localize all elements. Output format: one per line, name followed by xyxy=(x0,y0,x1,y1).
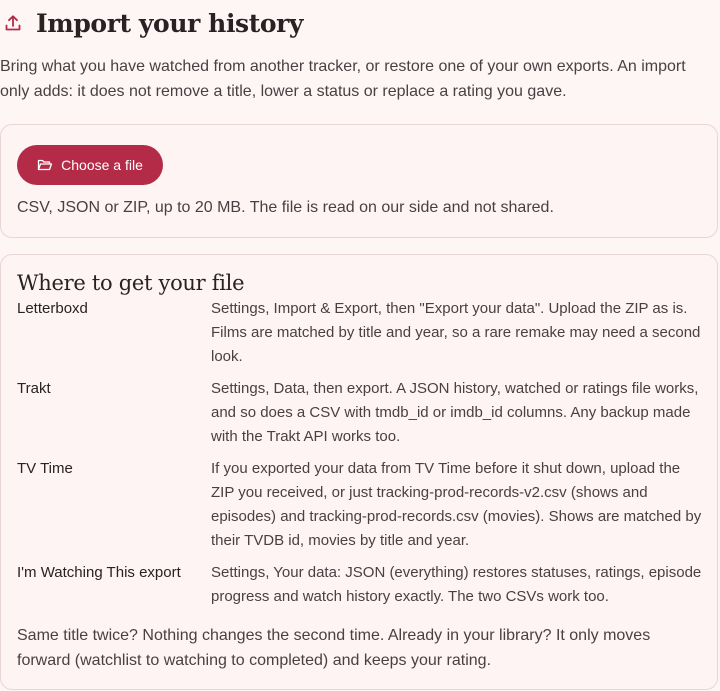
source-name: Trakt xyxy=(17,380,51,397)
sources-card xyxy=(0,254,718,690)
folder-open-icon xyxy=(37,157,53,173)
import-footnote: Same title twice? Nothing changes the second time. Already in your library? It only moves forward (watchlist to watching to completed) and keeps your rating. xyxy=(17,627,651,669)
page-title: Import your history xyxy=(36,8,304,38)
choose-file-button[interactable] xyxy=(17,145,163,185)
source-description: Settings, Import & Export, then "Export your data". Upload the ZIP as is. Films are matched by title and year, so a rare remake may need a second look. xyxy=(211,300,701,365)
source-name: Letterboxd xyxy=(17,300,88,317)
upload-card xyxy=(0,124,718,238)
source-description: Settings, Your data: JSON (everything) restores statuses, ratings, episode progress and watch history exactly. The two CSVs work too. xyxy=(211,564,702,605)
intro-text: Bring what you have watched from another tracker, or restore one of your own exports. An import only adds: it does not remove a title, lower a status or replace a rating you gave. xyxy=(0,58,686,100)
source-description: If you exported your data from TV Time before it shut down, upload the ZIP you received, or just tracking-prod-records-v2.csv (shows and episodes) and tracking-prod-records.csv (movies). Shows are matched by their TVDB id, movies by title and year. xyxy=(211,460,702,549)
source-description: Settings, Data, then export. A JSON history, watched or ratings file works, and so does a CSV with tmdb_id or imdb_id columns. Any backup made with the Trakt API works too. xyxy=(211,380,699,445)
choose-file-label: Choose a file xyxy=(61,157,143,173)
source-name: I'm Watching This export xyxy=(17,564,181,581)
upload-icon xyxy=(4,14,22,32)
page-header xyxy=(0,6,303,40)
upload-note: CSV, JSON or ZIP, up to 20 MB. The file is read on our side and not shared. xyxy=(17,199,554,216)
source-name: TV Time xyxy=(17,460,73,477)
sources-title: Where to get your file xyxy=(17,271,245,295)
